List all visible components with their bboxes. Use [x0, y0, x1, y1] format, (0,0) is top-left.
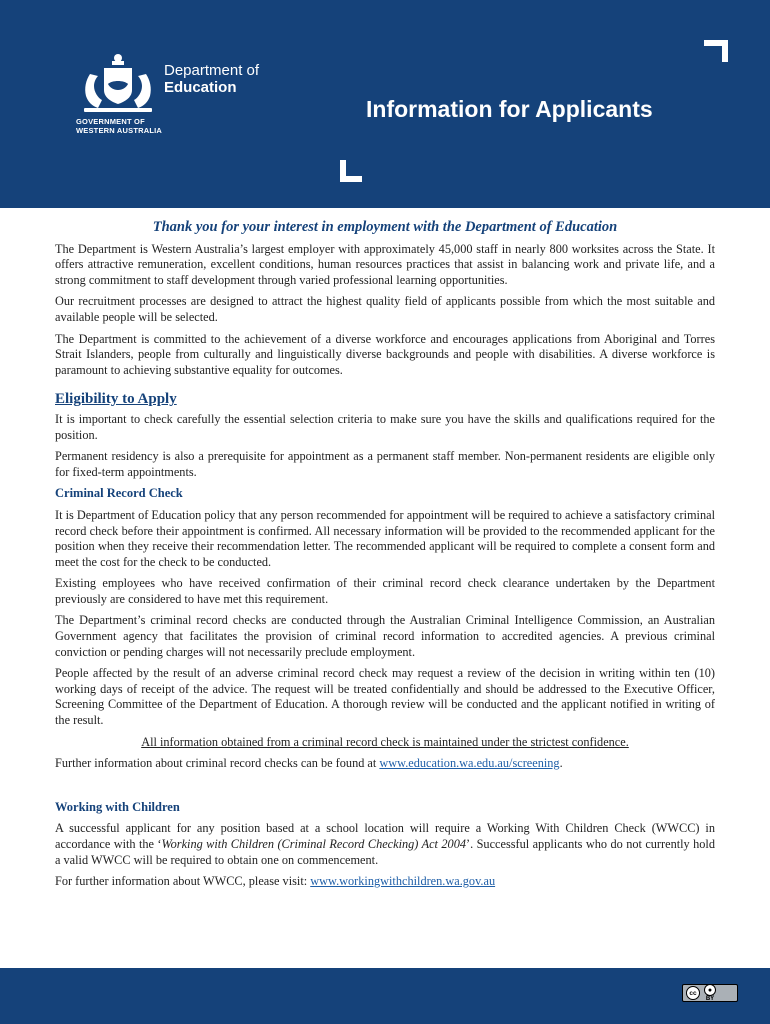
intro-paragraph: Our recruitment processes are designed to attract the highest quality field of applicants possible from which the most suitable and available people will be selected. [55, 294, 715, 324]
thanks-heading: Thank you for your interest in employment with the Department of Education [152, 219, 618, 235]
screening-link[interactable]: www.education.wa.edu.au/screening [379, 756, 560, 771]
screening-info-paragraph [55, 756, 715, 772]
confidentiality-note: All information obtained from a criminal record check is maintained under the strictest confidence. [141, 734, 629, 749]
creative-commons-badge [682, 984, 738, 1002]
corner-bracket-bottom-left [340, 160, 362, 182]
corner-bracket-top-right [704, 40, 728, 62]
attribution-group [704, 984, 716, 1002]
wwcc-text-after: ’. Successful applicants who do not currently hold a valid WWCC will be required to obtain one on commencement. [55, 837, 715, 867]
criminal-paragraph: Existing employees who have received confirmation of their criminal record check clearance undertaken by the Department previously are considered to have met this requirement. [55, 576, 715, 606]
eligibility-paragraph: Permanent residency is also a prerequisite for appointment as a permanent staff member. Non-permanent residents are eligible only for fixed-term appointments. [55, 449, 715, 479]
working-with-children-heading: Working with Children [55, 799, 180, 814]
intro-paragraph: The Department is committed to the achievement of a diverse workforce and encourages applications from Aboriginal and Torres Strait Islanders, people from culturally and linguistically diverse backgrounds and people with disabilities. A diverse workforce is paramount to achieving substantive equality for outcomes. [55, 331, 715, 377]
header-banner [0, 0, 770, 208]
criminal-paragraph: People affected by the result of an adverse criminal record check may request a review of the decision in writing within ten (10) working days of receipt of the advice. The request will be treated confidentially and should be addressed to the Executive Officer, Screening Committee of the Department of Education. A thorough review will be conducted and the applicant notified in writing of the result. [55, 666, 715, 728]
department-name [164, 62, 259, 96]
criminal-paragraph: The Department’s criminal record checks are conducted through the Australian Criminal Intelligence Commission, an Australian Government agency that facilitates the provision of criminal record information to accredited agencies. A previous criminal conviction or pending charges will not necessarily preclude employment. [55, 613, 715, 659]
wa-government-crest-icon [76, 52, 160, 118]
document-body [55, 220, 715, 896]
government-label-line2: WESTERN AUSTRALIA [76, 126, 163, 135]
intro-paragraph: The Department is Western Australia’s largest employer with approximately 45,000 staff in nearly 800 worksites across the State. It offers attractive remuneration, excellent conditions, human resources practices that assist in balancing work and private life, and a strong commitment to staff development through varied professional learning opportunities. [55, 241, 715, 287]
wwcc-act-name: Working with Children (Criminal Record Checking) Act 2004 [161, 837, 466, 851]
page-title: Information for Applicants [366, 96, 653, 122]
wwcc-link[interactable]: www.workingwithchildren.wa.gov.au [310, 874, 496, 889]
screening-info-suffix: . [559, 756, 563, 771]
criminal-record-heading: Criminal Record Check [55, 486, 183, 501]
wwcc-paragraph [55, 821, 715, 868]
screening-info-prefix: Further information about criminal record checks can be found at [55, 756, 380, 771]
wwcc-info-paragraph [55, 874, 715, 890]
eligibility-heading: Eligibility to Apply [55, 391, 177, 408]
wwcc-text-before: A successful applicant for any position based at a school location will require a Working With Children Check (WWCC) in accordance with the ‘ [55, 821, 715, 851]
government-label-line1: GOVERNMENT OF [76, 117, 145, 126]
department-name-line2: Education [164, 79, 237, 96]
attribution-person-icon: ● [704, 984, 716, 996]
footer-banner [0, 968, 770, 1024]
creative-commons-icon: cc [686, 986, 700, 1000]
eligibility-paragraph: It is important to check carefully the essential selection criteria to make sure you have the skills and qualifications required for the position. [55, 411, 715, 442]
department-name-line1: Department of [164, 62, 260, 79]
government-label [76, 117, 162, 135]
attribution-label: BY [705, 996, 715, 1002]
criminal-paragraph: It is Department of Education policy that any person recommended for appointment will be required to achieve a satisfactory criminal record check before their appointment is confirmed. All necessary information will be provided to the recommended applicant for the position when they receive their recommendation letter. The recommended applicant will be required to complete a consent form and meet the cost for the check to be conducted. [55, 507, 715, 569]
wwcc-info-prefix: For further information about WWCC, please visit: [55, 874, 311, 889]
